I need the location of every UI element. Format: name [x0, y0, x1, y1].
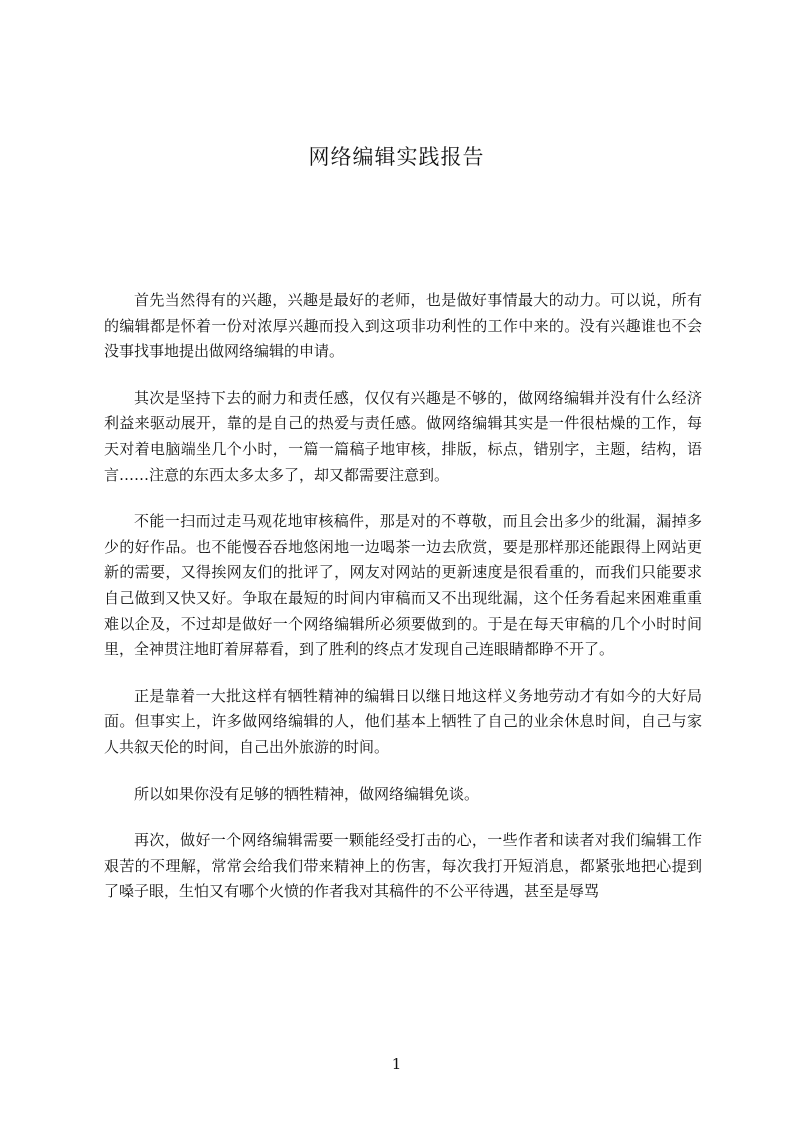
paragraph-sacrifice: 正是靠着一大批这样有牺牲精神的编辑日以继日地这样义务地劳动才有如今的大好局面。但事实上，许多做网络编辑的人，他们基本上牺牲了自己的业余休息时间，自己与家人共叙天伦的时间，自己出外旅游的时间。: [104, 686, 702, 756]
paragraph-conclusion: 所以如果你没有足够的牺牲精神，做网络编辑免谈。: [134, 784, 480, 803]
document-title: 网络编辑实践报告: [308, 145, 485, 169]
paragraph-diligence: 不能一扫而过走马观花地审核稿件，那是对的不尊敬，而且会出多少的纰漏，漏掉多少的好作品。也不能慢吞吞地悠闲地一边喝茶一边去欣赏，要是那样那还能跟得上网站更新的需要，又得挨网友们的批评了，网友对网站的更新速度是很看重的，而我们只能要求自己做到又快又好。争取在最短的时间内审稿而又不出现纰漏，这个任务看起来困难重重难以企及，不过却是做好一个网络编辑所必须要做到的。于是在每天审稿的几个小时时间里，全神贯注地盯着屏幕看，到了胜利的终点才发现自己连眼睛都睁不开了。: [104, 512, 702, 659]
document-body: [104, 288, 702, 926]
paragraph-endurance: 其次是坚持下去的耐力和责任感，仅仅有兴趣是不够的，做网络编辑并没有什么经济利益来驱动展开，靠的是自己的热爱与责任感。做网络编辑其实是一件很枯燥的工作，每天对着电脑端坐几个小时，一篇一篇稿子地审核，排版，标点，错别字，主题，结构，语言……注意的东西太多太多了，却又都需要注意到。: [104, 388, 702, 484]
page-number: 1: [391, 1055, 402, 1073]
paragraph-interest: 首先当然得有的兴趣，兴趣是最好的老师，也是做好事情最大的动力。可以说，所有的编辑都是怀着一份对浓厚兴趣而投入到这项非功利性的工作中来的。没有兴趣谁也不会没事找事地提出做网络编辑的申请。: [104, 291, 702, 361]
paragraph-resilience: 再次，做好一个网络编辑需要一颗能经受打击的心，一些作者和读者对我们编辑工作艰苦的不理解，常常会给我们带来精神上的伤害，每次我打开短消息，都紧张地把心提到了嗓子眼，生怕又有哪个火愤的作者我对其稿件的不公平待遇，甚至是辱骂: [104, 831, 702, 901]
